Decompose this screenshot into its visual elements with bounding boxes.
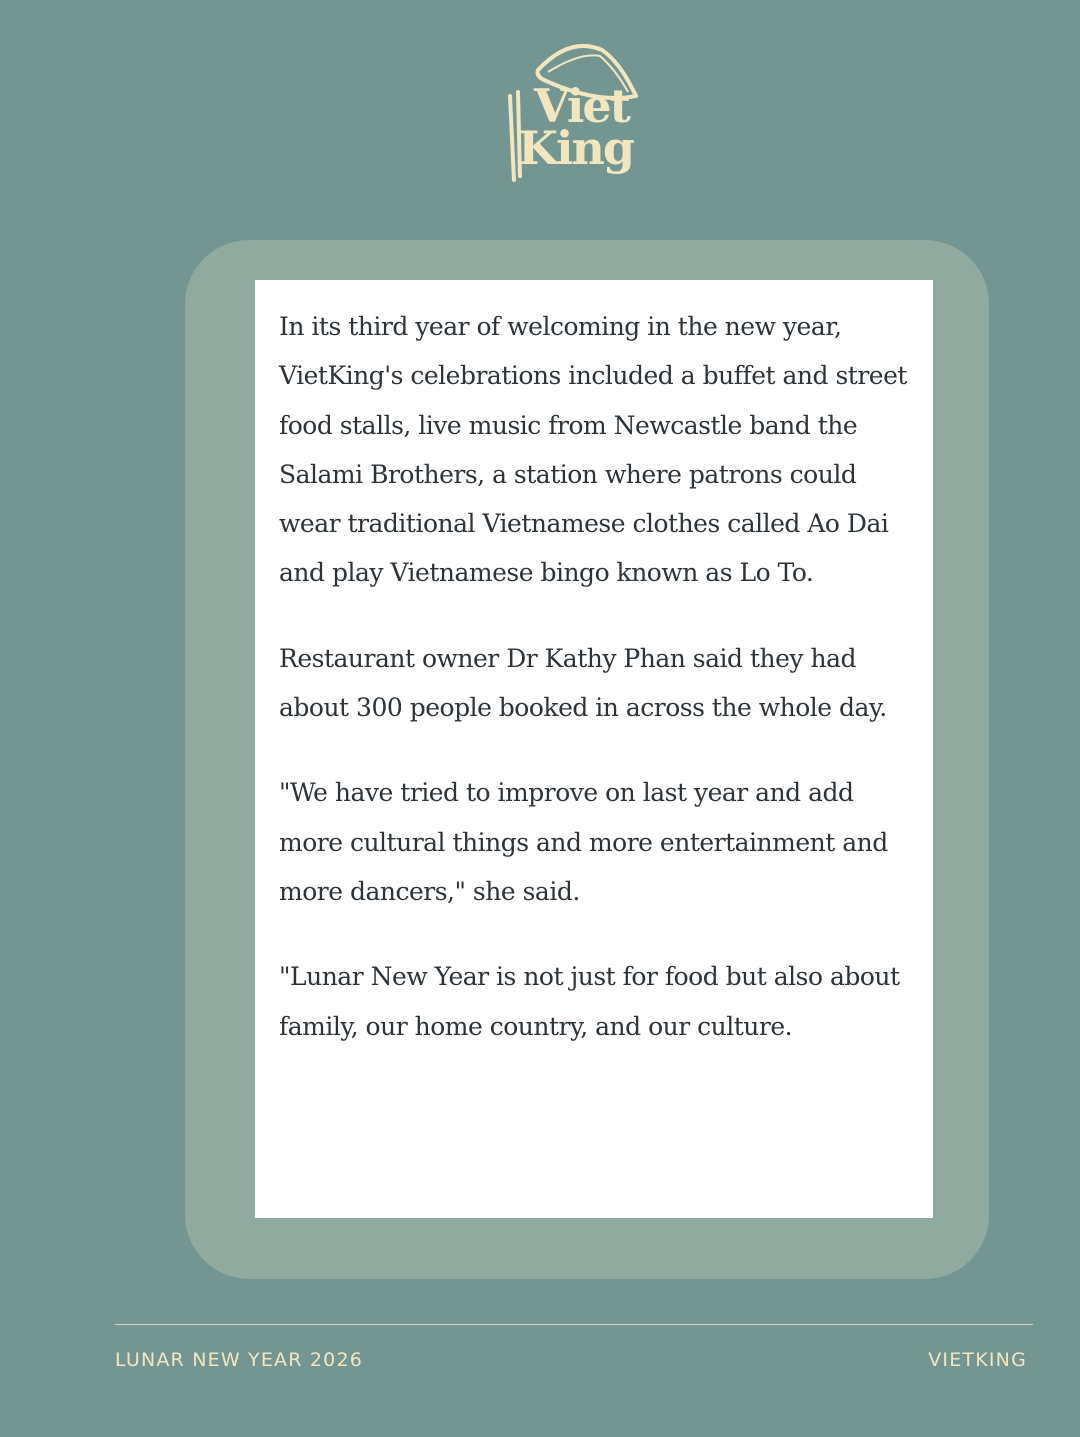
footer-brand-name: VIETKING: [928, 1349, 1027, 1371]
footer-event-title: LUNAR NEW YEAR 2026: [115, 1349, 364, 1371]
article-paragraph: "We have tried to improve on last year and add more cultural things and more entertainment and more dancers," she said.: [279, 778, 888, 906]
logo-word-bottom: King: [518, 121, 634, 175]
article-paragraph: In its third year of welcoming in the new year, VietKing's celebrations included a buffet and street food stalls, live music from Newcastle band the Salami Brothers, a station where patrons could wear traditional Vietnamese clothes called Ao Dai and play Vietnamese bingo known as Lo To.: [279, 312, 907, 588]
article-paragraph: Restaurant owner Dr Kathy Phan said they had about 300 people booked in across the whole day.: [279, 643, 887, 723]
article-card: [255, 280, 933, 1218]
chopsticks-icon: [510, 96, 514, 180]
logo-word-top: Viet: [534, 79, 629, 133]
footer-divider: [115, 1324, 1033, 1325]
article-paragraph: "Lunar New Year is not just for food but also about family, our home country, and our culture.: [279, 962, 900, 1041]
vietking-logo: [500, 40, 650, 190]
